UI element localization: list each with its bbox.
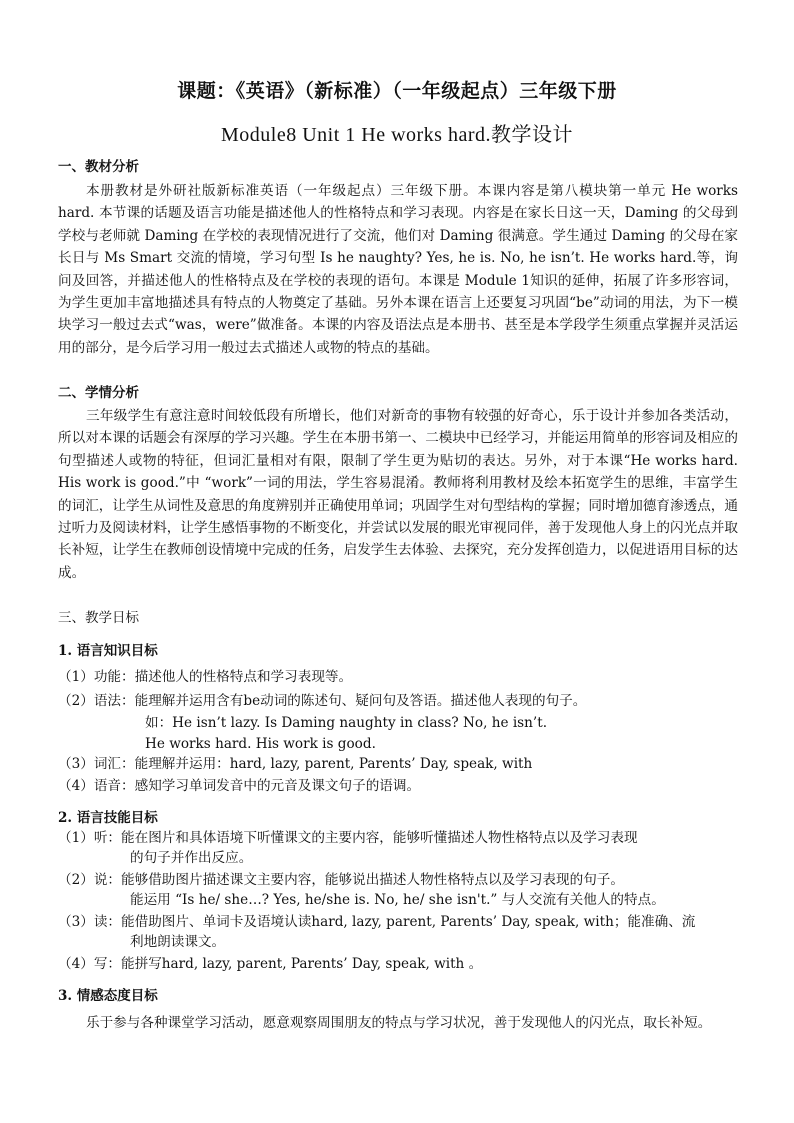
skill-item-writing: （4）写：能拼写hard, lazy, parent, Parents’ Day, speak, with 。 bbox=[58, 956, 483, 972]
skill-item-listening: （1）听：能在图片和具体语境下听懂课文的主要内容，能够听懂描述人物性格特点以及学习表现 bbox=[58, 830, 638, 846]
skill-item-speaking-cont: 能运用 “Is he/ she…? Yes, he/she is. No, he/ she isn't.” 与人交流有关他人的特点。 bbox=[130, 892, 665, 908]
section-heading-teaching-goals: 三、教学日标 bbox=[58, 610, 139, 626]
knowledge-item-function: （1）功能：描述他人的性格特点和学习表现等。 bbox=[58, 669, 353, 685]
section-heading-learner-analysis: 二、学情分析 bbox=[58, 385, 139, 401]
knowledge-item-vocabulary: （3）词汇：能理解并运用：hard, lazy, parent, Parents’ Day, speak, with bbox=[58, 756, 533, 772]
knowledge-item-example-1: 如：He isn’t lazy. Is Daming naughty in class? No, he isn’t. bbox=[145, 715, 548, 731]
subsection-heading-language-skills: 2. 语言技能目标 bbox=[58, 810, 158, 826]
knowledge-item-example-2: He works hard. His work is good. bbox=[145, 736, 376, 752]
document-title: 课题：《英语》（新标准）（一年级起点）三年级下册 bbox=[177, 80, 617, 102]
section-heading-textbook-analysis: 一、教材分析 bbox=[58, 159, 139, 175]
affective-goals-text: 乐于参与各种课堂学习活动，愿意观察周围朋友的特点与学习状况，善于发现他人的闪光点，取长补短。 bbox=[86, 1015, 712, 1031]
subsection-heading-language-knowledge: 1. 语言知识目标 bbox=[58, 643, 158, 659]
skill-item-speaking: （2）说：能够借助图片描述课文主要内容，能够说出描述人物性格特点以及学习表现的句子。 bbox=[58, 872, 624, 888]
section-text-textbook-analysis: 本册教材是外研社版新标准英语（一年级起点）三年级下册。本课内容是第八模块第一单元 He works hard. 本节课的话题及语言功能是描述他人的性格特点和学习表现。内容是在家长日这一天，Daming 的父母到学校与老师就 Daming 在学校的表现情况进行了交流，他们对 Daming 很满意。学生通过 Daming 的父母在家长日与 Ms Smart 交流的情境，学习句型 Is he naughty? Yes, he is. No, he isn’t. He works hard.等，询问及回答，并描述他人的性格特点及在学校的表现的语句。本课是 Module 1知识的延伸，拓展了许多形容词，为学生更加丰富地描述具有特点的人物奠定了基础。另外本课在语言上还要复习巩固“be”动词的用法，为下一模块学习一般过去式“was，were”做准备。本课的内容及语法点是本册书、甚至是本学段学生须重点掌握并灵活运用的部分，是今后学习用一般过去式描述人或物的特点的基础。 bbox=[58, 183, 738, 356]
skill-item-reading: （3）读：能借助图片、单词卡及语境认读hard, lazy, parent, Parents’ Day, speak, with；能准确、流 bbox=[58, 914, 696, 930]
skill-item-reading-cont: 利地朗读课文。 bbox=[130, 934, 226, 950]
knowledge-item-phonetics: （4）语音：感知学习单词发音中的元音及课文句子的语调。 bbox=[58, 778, 421, 794]
subsection-heading-affective-goals: 3. 情感态度目标 bbox=[58, 988, 158, 1004]
skill-item-listening-cont: 的句子并作出反应。 bbox=[130, 850, 253, 866]
section-text-learner-analysis: 三年级学生有意注意时间较低段有所增长，他们对新奇的事物有较强的好奇心，乐于设计并参加各类活动，所以对本课的话题会有深厚的学习兴趣。学生在本册书第一、二模块中已经学习，并能运用简单的形容词及相应的句型描述人或物的特征，但词汇量相对有限，限制了学生更为贴切的表达。另外，对于本课“He works hard. His work is good.”中 “work”一词的用法，学生容易混淆。教师将利用教材及绘本拓宽学生的思维，丰富学生的词汇，让学生从词性及意思的角度辨别并正确使用单词；巩固学生对句型结构的掌握；同时增加德育渗透点，通过听力及阅读材料，让学生感悟事物的不断变化，并尝试以发展的眼光审视同伴，善于发现他人身上的闪光点并取长补短，让学生在教师创设情境中完成的任务，启发学生去体验、去探究，充分发挥创造力，以促进语用目标的达成。 bbox=[58, 408, 738, 581]
knowledge-item-grammar: （2）语法：能理解并运用含有be动词的陈述句、疑问句及答语。描述他人表现的句子。 bbox=[58, 693, 587, 709]
document-subtitle: Module8 Unit 1 He works hard.教学设计 bbox=[220, 124, 574, 146]
